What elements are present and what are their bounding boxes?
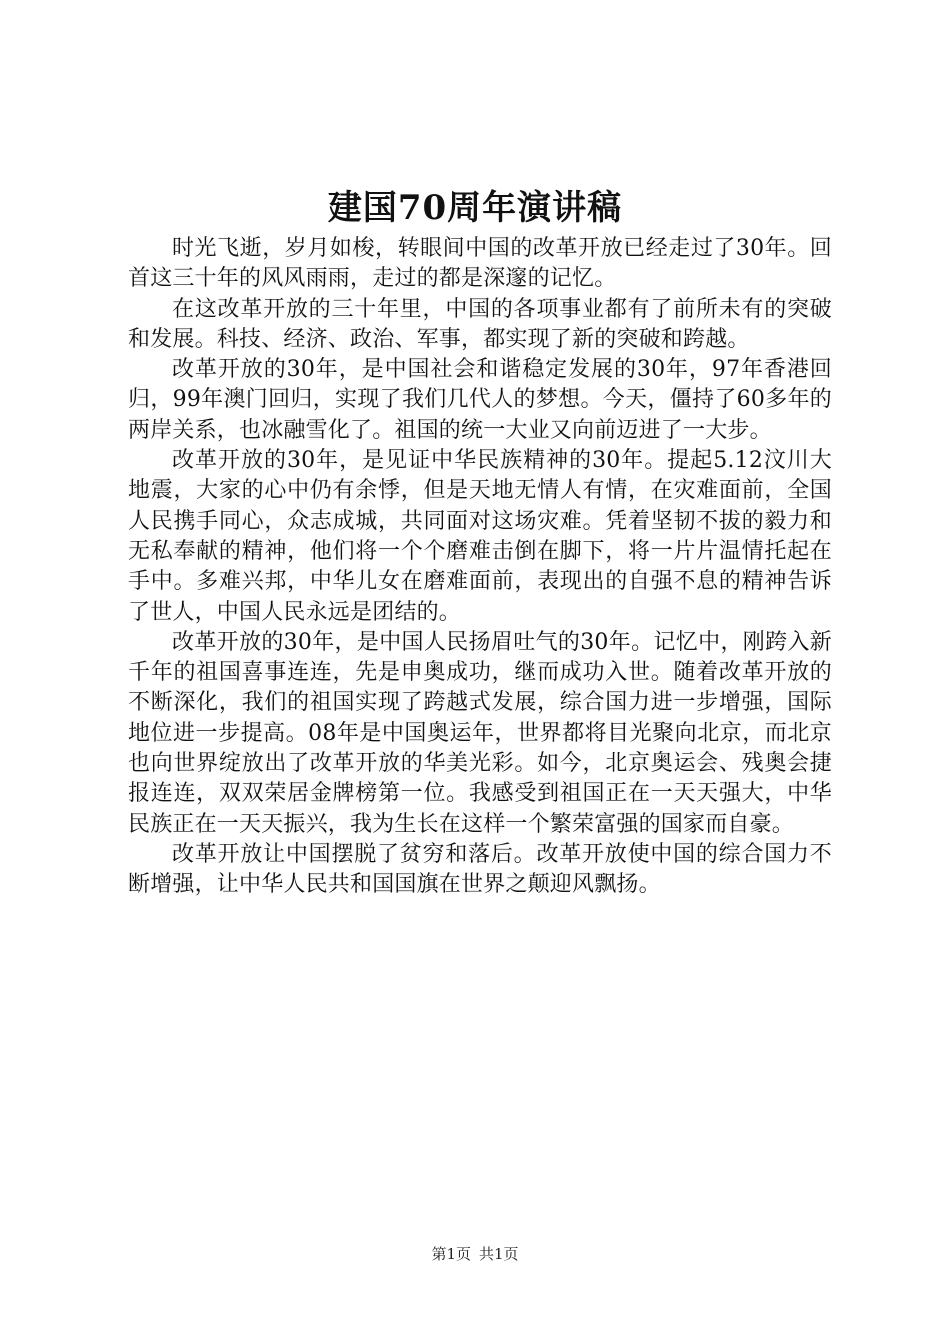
page-number-current: 第1页	[431, 1245, 471, 1263]
document-title: 建国70周年演讲稿	[327, 188, 623, 228]
page-number-total: 共1页	[479, 1245, 519, 1263]
paragraph: 改革开放的30年，是见证中华民族精神的30年。提起5.12汶川大地震，大家的心中仍有余悸，但是天地无情人有情，在灾难面前，全国人民携手同心，众志成城，共同面对这场灾难。凭着坚韧不拔的毅力和无私奉献的精神，他们将一个个磨难击倒在脚下，将一片片温情托起在手中。多难兴邦，中华儿女在磨难面前，表现出的自强不息的精神告诉了世人，中国人民永远是团结的。	[128, 448, 832, 625]
document-body	[128, 234, 832, 901]
paragraph: 时光飞逝，岁月如梭，转眼间中国的改革开放已经走过了30年。回首这三十年的风风雨雨，走过的都是深邃的记忆。	[128, 236, 832, 292]
paragraph: 改革开放的30年，是中国社会和谐稳定发展的30年，97年香港回归，99年澳门回归，实现了我们几代人的梦想。今天，僵持了60多年的两岸关系，也冰融雪化了。祖国的统一大业又向前迈进了一大步。	[128, 357, 832, 443]
paragraph: 改革开放的30年，是中国人民扬眉吐气的30年。记忆中，刚跨入新千年的祖国喜事连连，先是申奥成功，继而成功入世。随着改革开放的不断深化，我们的祖国实现了跨越式发展，综合国力进一步增强，国际地位进一步提高。08年是中国奥运年，世界都将目光聚向北京，而北京也向世界绽放出了改革开放的华美光彩。如今，北京奥运会、残奥会捷报连连，双双荣居金牌榜第一位。我感受到祖国正在一天天强大，中华民族正在一天天振兴，我为生长在这样一个繁荣富强的国家而自豪。	[128, 629, 832, 837]
paragraph: 在这改革开放的三十年里，中国的各项事业都有了前所未有的突破和发展。科技、经济、政治、军事，都实现了新的突破和跨越。	[128, 296, 832, 352]
paragraph: 改革开放让中国摆脱了贫穷和落后。改革开放使中国的综合国力不断增强，让中华人民共和国国旗在世界之颠迎风飘扬。	[128, 841, 832, 898]
page-footer	[0, 1244, 950, 1264]
